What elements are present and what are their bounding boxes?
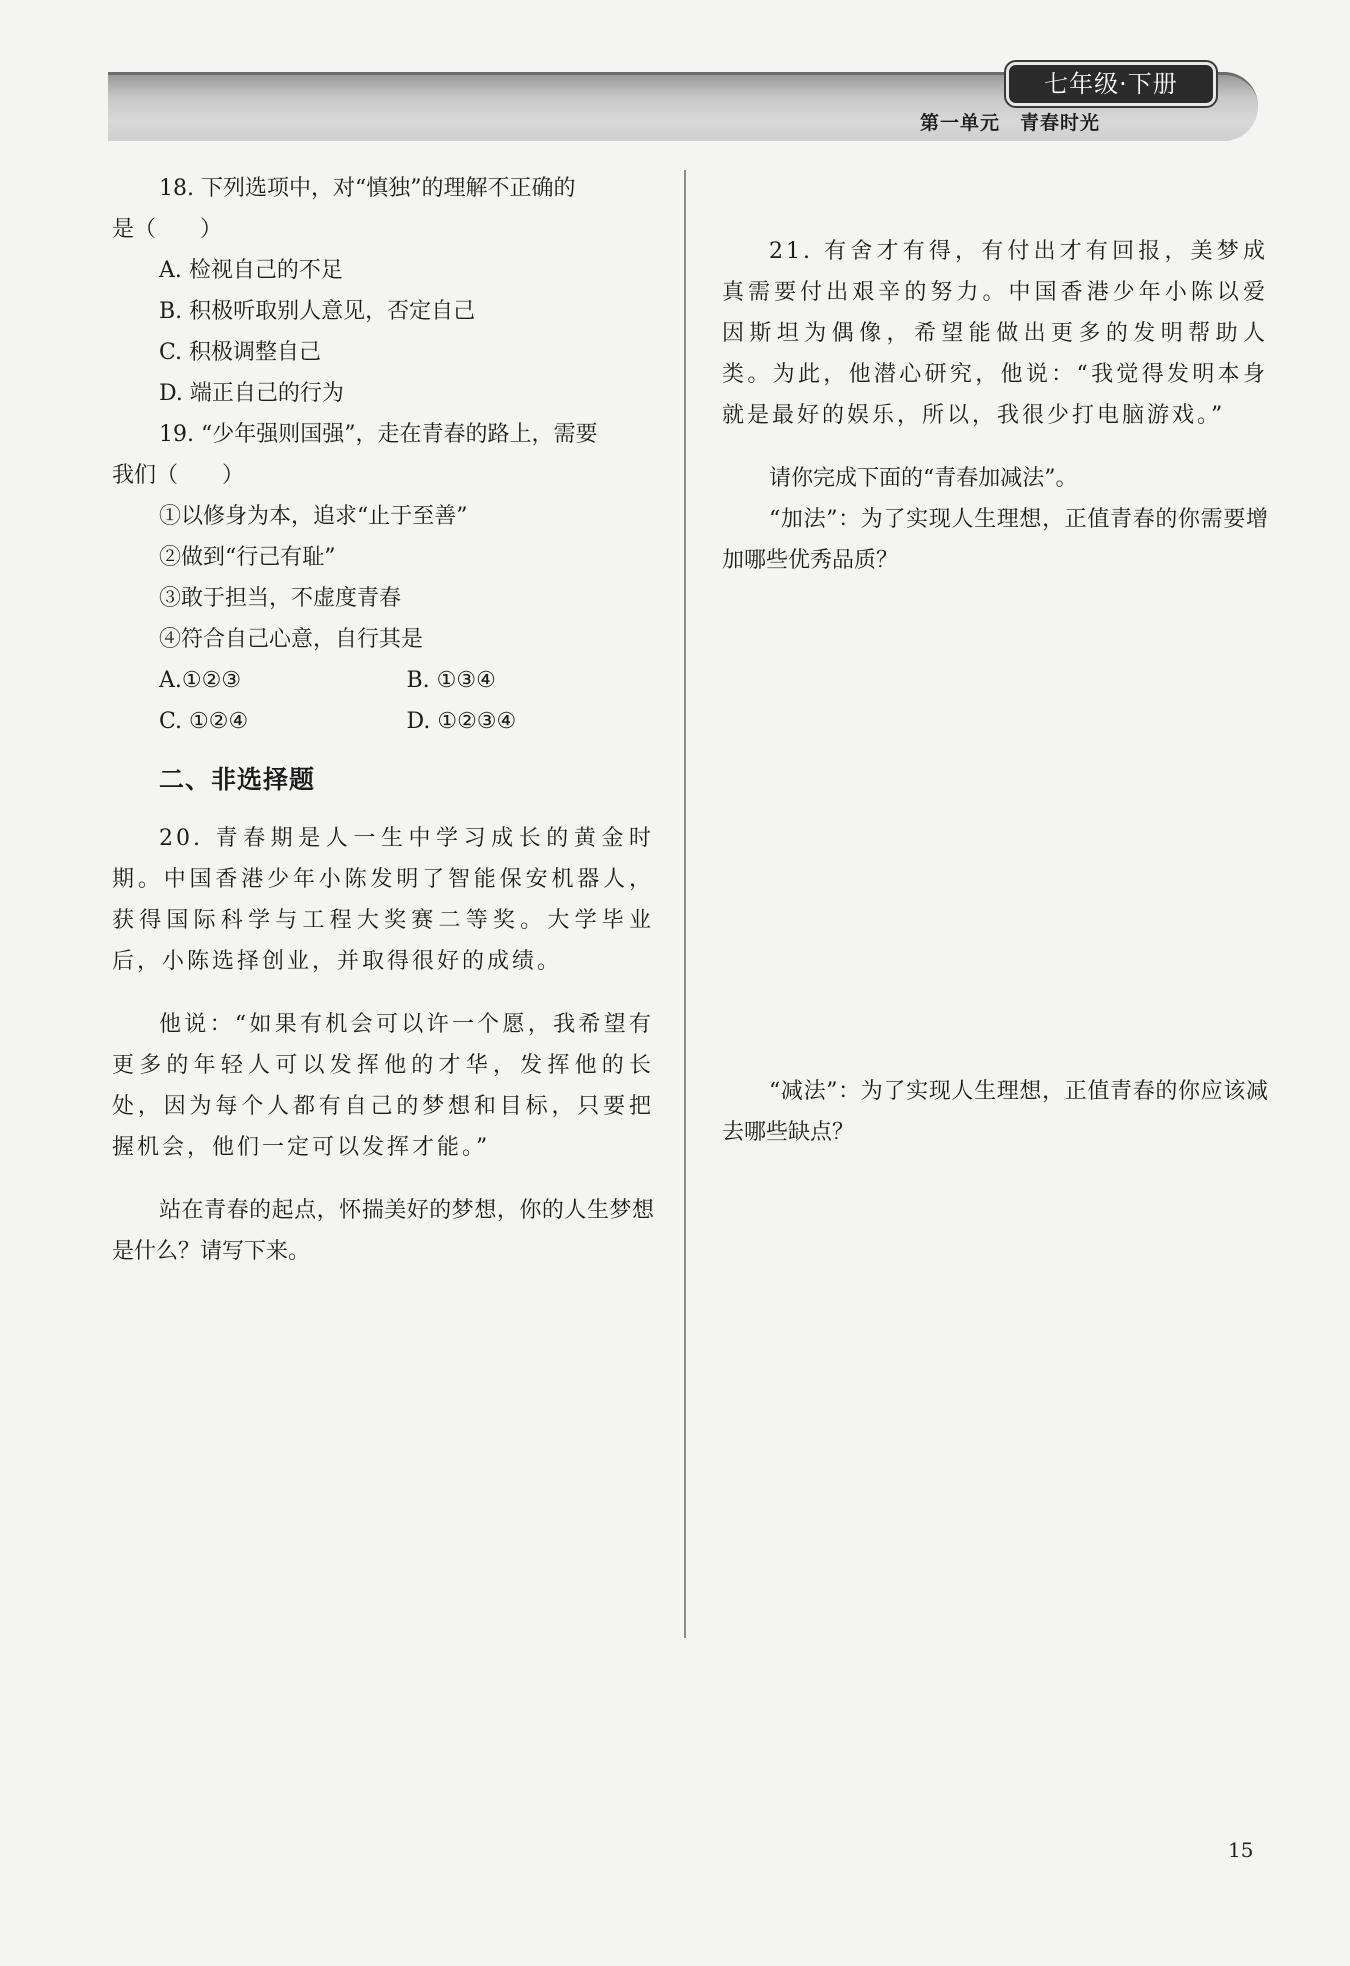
- q19-statement-4: ④符合自己心意，自行其是: [159, 627, 424, 652]
- q21-paragraph: 21. 有舍才有得，有付出才有回报，美梦成真需要付出艰辛的努力。中国香港少年小陈以爱因斯坦为偶像，希望能做出更多的发明帮助人类。为此，他潜心研究，他说：“我觉得发明本身就是最好的娱乐，所以，我很少打电脑游戏。”: [722, 239, 1268, 428]
- column-divider: [684, 170, 686, 1638]
- q19-option-c: C. ①②④: [159, 709, 249, 734]
- q21-subtraction-question: “减法”：为了实现人生理想，正值青春的你应该减去哪些缺点？: [722, 1079, 1268, 1145]
- left-column: [112, 168, 654, 1272]
- section-title: 二、非选择题: [159, 765, 316, 794]
- grade-label: 七年级·下册: [1006, 62, 1216, 106]
- q19-statement-2: ②做到“行己有耻”: [159, 545, 336, 570]
- q19-statement-1: ①以修身为本，追求“止于至善”: [159, 504, 468, 529]
- q21-instruction: 请你完成下面的“青春加减法”。: [769, 466, 1078, 491]
- q18-option-c: C. 积极调整自己: [159, 340, 322, 365]
- q18-option-d: D. 端正自己的行为: [159, 381, 344, 406]
- q18-stem-line2: 是（ ）: [112, 217, 223, 242]
- q20-paragraph-2: 他说：“如果有机会可以许一个愿，我希望有更多的年轻人可以发挥他的才华，发挥他的长处，因为每个人都有自己的梦想和目标，只要把握机会，他们一定可以发挥才能。”: [112, 1012, 654, 1160]
- q18-option-b: B. 积极听取别人意见，否定自己: [159, 299, 476, 324]
- q19-option-d: D. ①②③④: [406, 709, 517, 734]
- q20-question: 站在青春的起点，怀揣美好的梦想，你的人生梦想是什么？请写下来。: [112, 1198, 654, 1264]
- q19-stem-line2: 我们（ ）: [112, 463, 245, 488]
- page-number: 15: [1228, 1838, 1254, 1862]
- q20-paragraph-1: 20. 青春期是人一生中学习成长的黄金时期。中国香港少年小陈发明了智能保安机器人，获得国际科学与工程大奖赛二等奖。大学毕业后，小陈选择创业，并取得很好的成绩。: [112, 826, 654, 974]
- q21-addition-question: “加法”：为了实现人生理想，正值青春的你需要增加哪些优秀品质？: [722, 507, 1268, 573]
- q19-stem-line1: 19. “少年强则国强”，走在青春的路上，需要: [159, 422, 598, 447]
- q19-options-row1: [112, 660, 654, 701]
- q19-option-b: B. ①③④: [406, 668, 496, 693]
- q19-options-row2: [112, 701, 654, 742]
- unit-label: 第一单元 青春时光: [920, 112, 1101, 134]
- q18-option-a: A. 检视自己的不足: [159, 258, 343, 283]
- answer-space-addition: [722, 581, 1268, 1071]
- right-column: [722, 168, 1268, 1153]
- q19-option-a: A.①②③: [159, 668, 242, 693]
- q18-stem-line1: 18. 下列选项中，对“慎独”的理解不正确的: [159, 176, 576, 201]
- q19-statement-3: ③敢于担当，不虚度青春: [159, 586, 402, 611]
